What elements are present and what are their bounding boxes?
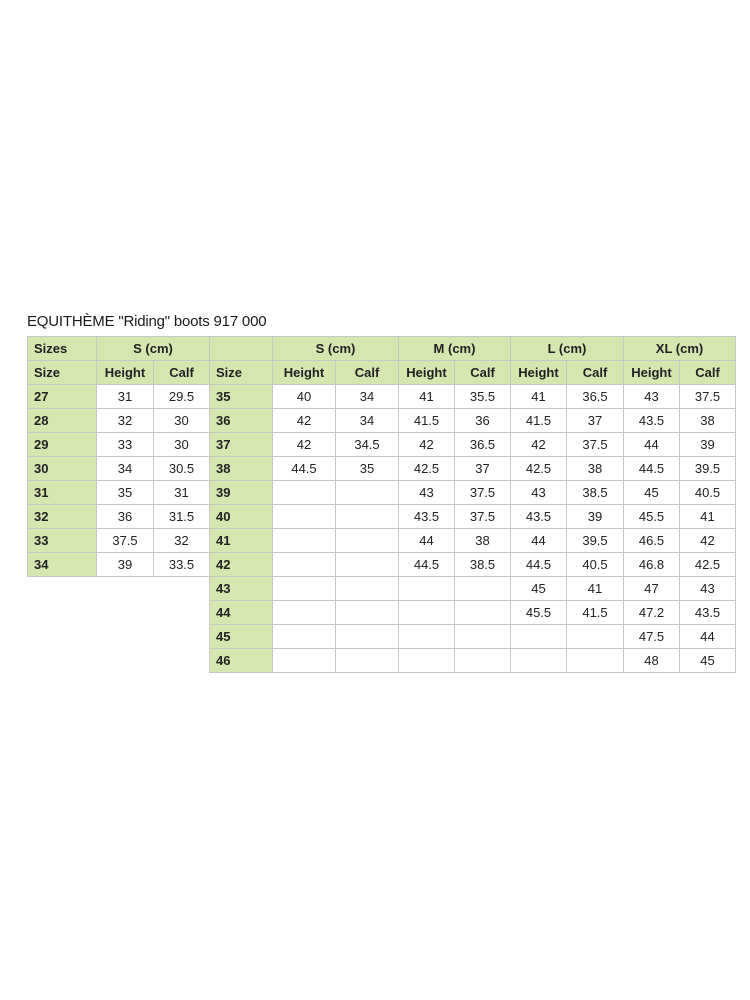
- table-row: [28, 649, 736, 673]
- table-row: [28, 409, 736, 433]
- m-calf-cell: [455, 649, 511, 673]
- right-size-cell: 40: [210, 505, 273, 529]
- xl-calf-cell: 37.5: [680, 385, 736, 409]
- l-height-cell: 45.5: [511, 601, 567, 625]
- l-height-cell: 45: [511, 577, 567, 601]
- l-calf-cell: 39.5: [567, 529, 624, 553]
- xl-calf-cell: 43: [680, 577, 736, 601]
- s-height-cell: [273, 625, 336, 649]
- m-calf-cell: 38: [455, 529, 511, 553]
- s-height-cell: 42: [273, 433, 336, 457]
- s-calf-cell: [336, 529, 399, 553]
- m-calf-cell: 36: [455, 409, 511, 433]
- m-height-cell: 44: [399, 529, 455, 553]
- m-calf-cell: 36.5: [455, 433, 511, 457]
- s-calf-cell: 34.5: [336, 433, 399, 457]
- l-calf-cell: 37.5: [567, 433, 624, 457]
- xl-calf-cell: 38: [680, 409, 736, 433]
- header-xl: XL (cm): [624, 337, 736, 361]
- l-height-cell: 42.5: [511, 457, 567, 481]
- right-size-cell: 41: [210, 529, 273, 553]
- right-size-cell: 37: [210, 433, 273, 457]
- right-size-cell: 38: [210, 457, 273, 481]
- empty-cell: [154, 625, 210, 649]
- left-height-cell: 35: [97, 481, 154, 505]
- left-size-cell: 29: [28, 433, 97, 457]
- s-height-cell: [273, 577, 336, 601]
- m-calf-cell: [455, 577, 511, 601]
- header-calf: Calf: [455, 361, 511, 385]
- l-calf-cell: 41: [567, 577, 624, 601]
- table-row: [28, 481, 736, 505]
- s-calf-cell: 34: [336, 385, 399, 409]
- empty-cell: [154, 649, 210, 673]
- l-height-cell: 44.5: [511, 553, 567, 577]
- header-size-left: Size: [28, 361, 97, 385]
- s-height-cell: 44.5: [273, 457, 336, 481]
- left-calf-cell: 31.5: [154, 505, 210, 529]
- s-height-cell: [273, 529, 336, 553]
- s-height-cell: [273, 481, 336, 505]
- l-height-cell: [511, 625, 567, 649]
- s-height-cell: [273, 601, 336, 625]
- table-row: [28, 577, 736, 601]
- xl-calf-cell: 42.5: [680, 553, 736, 577]
- left-calf-cell: 30: [154, 433, 210, 457]
- left-height-cell: 33: [97, 433, 154, 457]
- left-size-cell: 32: [28, 505, 97, 529]
- empty-cell: [97, 625, 154, 649]
- header-row-groups: [28, 337, 736, 361]
- empty-cell: [97, 601, 154, 625]
- xl-calf-cell: 45: [680, 649, 736, 673]
- left-calf-cell: 31: [154, 481, 210, 505]
- left-height-cell: 34: [97, 457, 154, 481]
- header-calf: Calf: [567, 361, 624, 385]
- size-chart-table: [27, 336, 736, 673]
- xl-calf-cell: 39.5: [680, 457, 736, 481]
- s-height-cell: [273, 505, 336, 529]
- header-calf: Calf: [154, 361, 210, 385]
- xl-height-cell: 43: [624, 385, 680, 409]
- l-height-cell: 41.5: [511, 409, 567, 433]
- m-calf-cell: 35.5: [455, 385, 511, 409]
- table-row: [28, 529, 736, 553]
- empty-cell: [28, 649, 97, 673]
- s-calf-cell: [336, 601, 399, 625]
- m-height-cell: 43.5: [399, 505, 455, 529]
- empty-cell: [28, 625, 97, 649]
- m-height-cell: [399, 649, 455, 673]
- l-calf-cell: 39: [567, 505, 624, 529]
- l-height-cell: 42: [511, 433, 567, 457]
- m-height-cell: 41: [399, 385, 455, 409]
- l-height-cell: 43.5: [511, 505, 567, 529]
- s-height-cell: 42: [273, 409, 336, 433]
- left-height-cell: 37.5: [97, 529, 154, 553]
- l-height-cell: 41: [511, 385, 567, 409]
- left-size-cell: 33: [28, 529, 97, 553]
- left-calf-cell: 29.5: [154, 385, 210, 409]
- xl-height-cell: 47.5: [624, 625, 680, 649]
- header-height: Height: [399, 361, 455, 385]
- empty-cell: [154, 577, 210, 601]
- l-calf-cell: 38: [567, 457, 624, 481]
- header-sizes: Sizes: [28, 337, 97, 361]
- s-calf-cell: 35: [336, 457, 399, 481]
- empty-cell: [28, 601, 97, 625]
- s-calf-cell: [336, 505, 399, 529]
- m-calf-cell: 37.5: [455, 505, 511, 529]
- m-height-cell: 42.5: [399, 457, 455, 481]
- header-calf: Calf: [680, 361, 736, 385]
- header-l: L (cm): [511, 337, 624, 361]
- header-size-right: Size: [210, 361, 273, 385]
- empty-cell: [97, 649, 154, 673]
- l-height-cell: [511, 649, 567, 673]
- page-title: EQUITHÈME "Riding" boots 917 000: [27, 313, 267, 330]
- table-row: [28, 433, 736, 457]
- m-calf-cell: 38.5: [455, 553, 511, 577]
- right-size-cell: 46: [210, 649, 273, 673]
- left-calf-cell: 30.5: [154, 457, 210, 481]
- xl-calf-cell: 39: [680, 433, 736, 457]
- m-height-cell: 43: [399, 481, 455, 505]
- header-blank: [210, 337, 273, 361]
- s-calf-cell: [336, 577, 399, 601]
- xl-calf-cell: 43.5: [680, 601, 736, 625]
- xl-height-cell: 47: [624, 577, 680, 601]
- xl-height-cell: 45.5: [624, 505, 680, 529]
- xl-calf-cell: 41: [680, 505, 736, 529]
- l-calf-cell: [567, 625, 624, 649]
- m-calf-cell: 37.5: [455, 481, 511, 505]
- s-height-cell: 40: [273, 385, 336, 409]
- xl-height-cell: 46.8: [624, 553, 680, 577]
- s-calf-cell: [336, 649, 399, 673]
- xl-height-cell: 45: [624, 481, 680, 505]
- header-calf: Calf: [336, 361, 399, 385]
- m-height-cell: 42: [399, 433, 455, 457]
- left-calf-cell: 33.5: [154, 553, 210, 577]
- empty-cell: [28, 577, 97, 601]
- left-height-cell: 32: [97, 409, 154, 433]
- table-row: [28, 457, 736, 481]
- s-calf-cell: 34: [336, 409, 399, 433]
- header-s: S (cm): [273, 337, 399, 361]
- left-calf-cell: 30: [154, 409, 210, 433]
- right-size-cell: 36: [210, 409, 273, 433]
- header-height: Height: [97, 361, 154, 385]
- right-size-cell: 44: [210, 601, 273, 625]
- s-calf-cell: [336, 553, 399, 577]
- left-height-cell: 39: [97, 553, 154, 577]
- m-calf-cell: [455, 601, 511, 625]
- xl-calf-cell: 40.5: [680, 481, 736, 505]
- left-size-cell: 28: [28, 409, 97, 433]
- l-calf-cell: 40.5: [567, 553, 624, 577]
- xl-height-cell: 44.5: [624, 457, 680, 481]
- s-height-cell: [273, 649, 336, 673]
- left-size-cell: 31: [28, 481, 97, 505]
- header-height: Height: [273, 361, 336, 385]
- right-size-cell: 42: [210, 553, 273, 577]
- s-height-cell: [273, 553, 336, 577]
- l-calf-cell: 36.5: [567, 385, 624, 409]
- left-height-cell: 31: [97, 385, 154, 409]
- xl-height-cell: 46.5: [624, 529, 680, 553]
- header-s-left: S (cm): [97, 337, 210, 361]
- table-row: [28, 505, 736, 529]
- m-height-cell: [399, 601, 455, 625]
- s-calf-cell: [336, 481, 399, 505]
- m-height-cell: 44.5: [399, 553, 455, 577]
- l-height-cell: 44: [511, 529, 567, 553]
- header-height: Height: [511, 361, 567, 385]
- empty-cell: [154, 601, 210, 625]
- table-row: [28, 553, 736, 577]
- left-height-cell: 36: [97, 505, 154, 529]
- xl-height-cell: 44: [624, 433, 680, 457]
- xl-calf-cell: 42: [680, 529, 736, 553]
- right-size-cell: 45: [210, 625, 273, 649]
- xl-height-cell: 48: [624, 649, 680, 673]
- xl-calf-cell: 44: [680, 625, 736, 649]
- m-height-cell: [399, 625, 455, 649]
- right-size-cell: 43: [210, 577, 273, 601]
- m-height-cell: [399, 577, 455, 601]
- empty-cell: [97, 577, 154, 601]
- s-calf-cell: [336, 625, 399, 649]
- m-calf-cell: 37: [455, 457, 511, 481]
- m-height-cell: 41.5: [399, 409, 455, 433]
- table-row: [28, 385, 736, 409]
- header-row-columns: [28, 361, 736, 385]
- xl-height-cell: 43.5: [624, 409, 680, 433]
- m-calf-cell: [455, 625, 511, 649]
- l-calf-cell: 37: [567, 409, 624, 433]
- l-calf-cell: [567, 649, 624, 673]
- xl-height-cell: 47.2: [624, 601, 680, 625]
- l-calf-cell: 41.5: [567, 601, 624, 625]
- header-m: M (cm): [399, 337, 511, 361]
- left-calf-cell: 32: [154, 529, 210, 553]
- left-size-cell: 27: [28, 385, 97, 409]
- header-height: Height: [624, 361, 680, 385]
- table-row: [28, 625, 736, 649]
- left-size-cell: 34: [28, 553, 97, 577]
- l-calf-cell: 38.5: [567, 481, 624, 505]
- right-size-cell: 35: [210, 385, 273, 409]
- left-size-cell: 30: [28, 457, 97, 481]
- table-row: [28, 601, 736, 625]
- right-size-cell: 39: [210, 481, 273, 505]
- l-height-cell: 43: [511, 481, 567, 505]
